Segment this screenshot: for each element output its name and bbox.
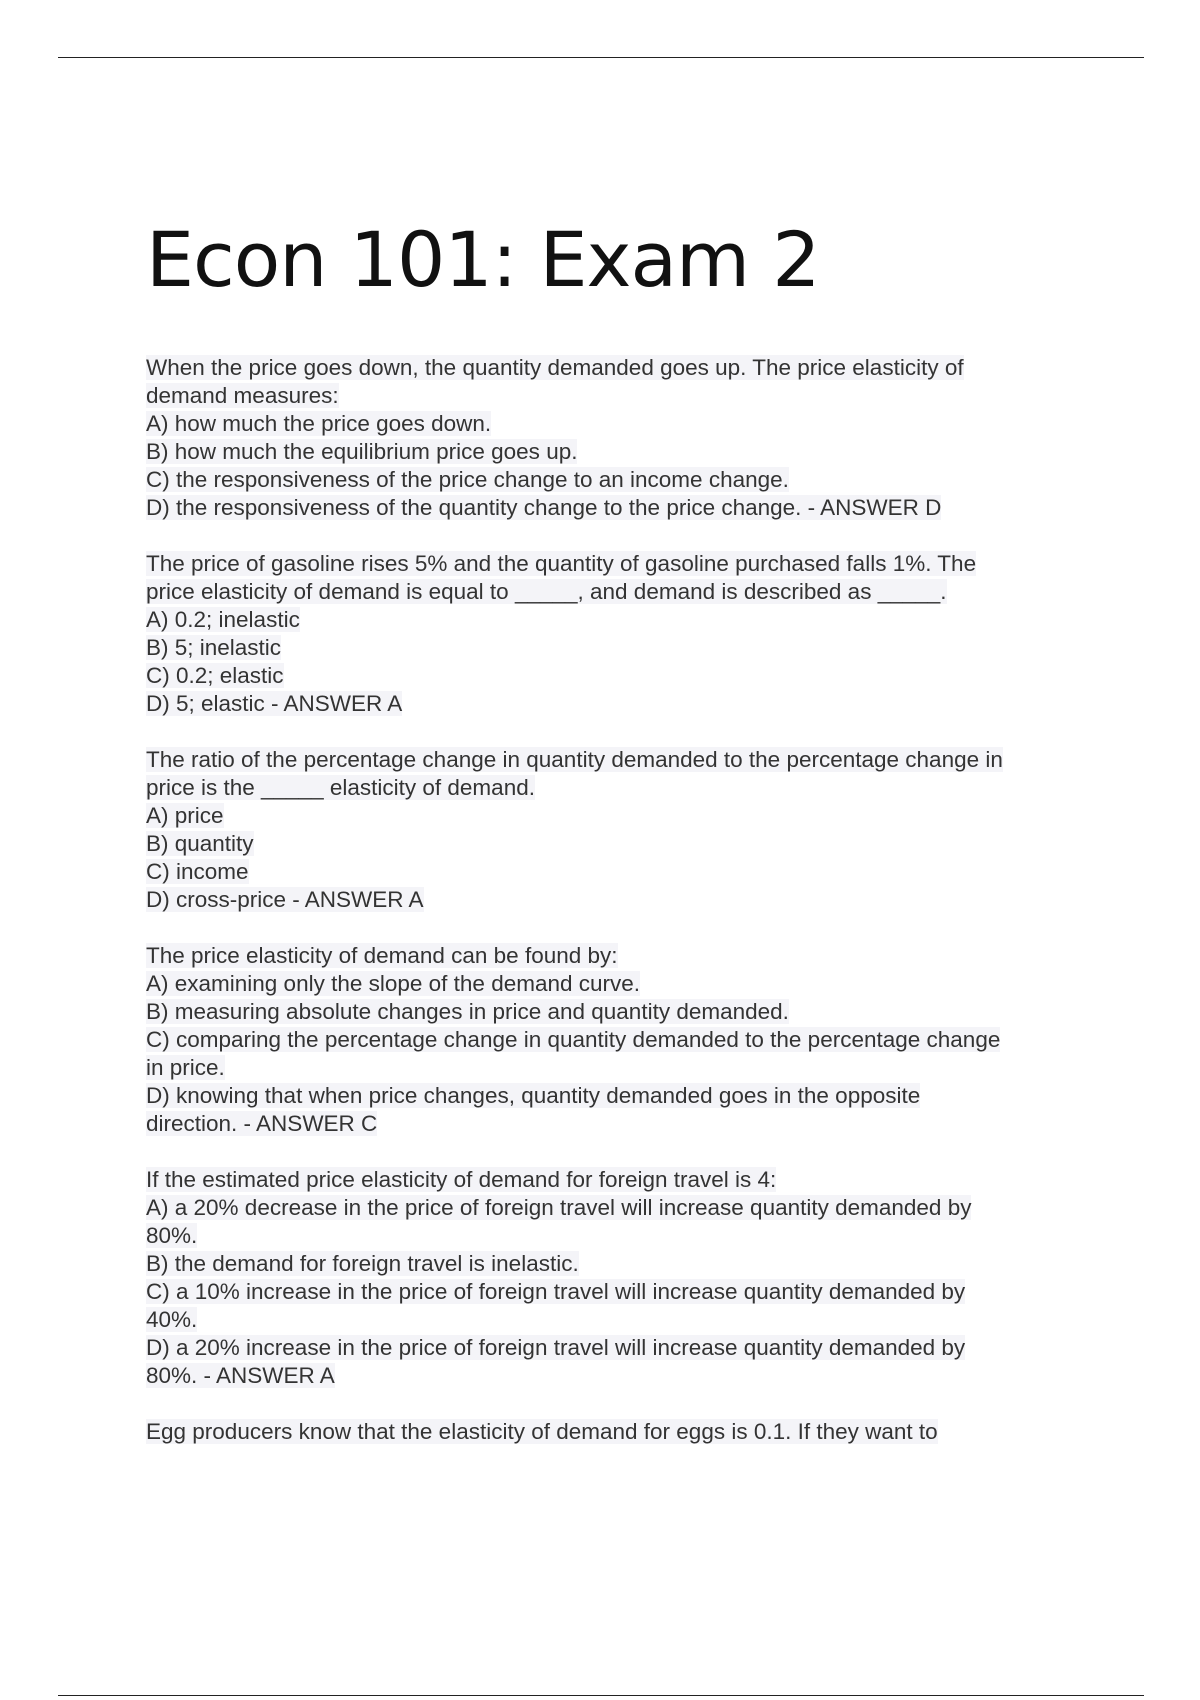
question-block: [146, 354, 1086, 522]
question-line: [146, 1278, 1086, 1306]
question-text: price elasticity of demand is equal to _____, and demand is described as _____.: [146, 579, 947, 604]
question-block: [146, 550, 1086, 718]
question-line: [146, 998, 1086, 1026]
question-line: [146, 550, 1086, 578]
question-line: [146, 354, 1086, 382]
question-text: B) 5; inelastic: [146, 635, 282, 660]
question-text: C) the responsiveness of the price change to an income change.: [146, 467, 789, 492]
question-line: [146, 690, 1086, 718]
question-line: [146, 942, 1086, 970]
question-line: [146, 606, 1086, 634]
question-list: [146, 354, 1086, 1446]
question-text: C) 0.2; elastic: [146, 663, 284, 688]
question-text: A) 0.2; inelastic: [146, 607, 300, 632]
question-text: 80%.: [146, 1223, 198, 1248]
question-line: [146, 578, 1086, 606]
bottom-rule: [58, 1695, 1144, 1696]
question-line: [146, 1054, 1086, 1082]
question-line: [146, 1194, 1086, 1222]
question-text: A) how much the price goes down.: [146, 411, 492, 436]
question-line: [146, 1362, 1086, 1390]
question-text: B) quantity: [146, 831, 254, 856]
question-text: The price elasticity of demand can be found by:: [146, 943, 618, 968]
question-line: [146, 774, 1086, 802]
question-line: [146, 1334, 1086, 1362]
question-line: [146, 438, 1086, 466]
question-block: [146, 942, 1086, 1138]
question-text: The price of gasoline rises 5% and the quantity of gasoline purchased falls 1%. The: [146, 551, 977, 576]
question-line: [146, 662, 1086, 690]
question-text: C) comparing the percentage change in quantity demanded to the percentage change: [146, 1027, 1001, 1052]
question-text: in price.: [146, 1055, 225, 1080]
question-line: [146, 410, 1086, 438]
question-line: [146, 382, 1086, 410]
question-block: [146, 746, 1086, 914]
question-text: C) income: [146, 859, 249, 884]
question-text: A) examining only the slope of the demand curve.: [146, 971, 641, 996]
question-text: D) 5; elastic - ANSWER A: [146, 691, 403, 716]
question-line: [146, 1082, 1086, 1110]
question-line: [146, 886, 1086, 914]
question-text: B) measuring absolute changes in price and quantity demanded.: [146, 999, 789, 1024]
question-text: price is the _____ elasticity of demand.: [146, 775, 535, 800]
question-line: [146, 970, 1086, 998]
question-text: D) a 20% increase in the price of foreign travel will increase quantity demanded by: [146, 1335, 966, 1360]
question-text: D) knowing that when price changes, quantity demanded goes in the opposite: [146, 1083, 921, 1108]
question-text: demand measures:: [146, 383, 339, 408]
question-text: A) a 20% decrease in the price of foreign travel will increase quantity demanded by: [146, 1195, 972, 1220]
page-title: Econ 101: Exam 2: [146, 215, 820, 304]
question-line: [146, 1306, 1086, 1334]
question-text: B) the demand for foreign travel is inelastic.: [146, 1251, 579, 1276]
question-text: 80%. - ANSWER A: [146, 1363, 335, 1388]
question-block: [146, 1418, 1086, 1446]
question-text: When the price goes down, the quantity demanded goes up. The price elasticity of: [146, 355, 964, 380]
question-text: Egg producers know that the elasticity of demand for eggs is 0.1. If they want to: [146, 1419, 938, 1444]
question-text: 40%.: [146, 1307, 198, 1332]
question-line: [146, 634, 1086, 662]
question-text: B) how much the equilibrium price goes up.: [146, 439, 578, 464]
question-text: The ratio of the percentage change in quantity demanded to the percentage change in: [146, 747, 1003, 772]
question-line: [146, 1110, 1086, 1138]
top-rule: [58, 57, 1144, 58]
question-text: direction. - ANSWER C: [146, 1111, 378, 1136]
question-text: If the estimated price elasticity of demand for foreign travel is 4:: [146, 1167, 777, 1192]
question-line: [146, 494, 1086, 522]
page-content: [146, 208, 1086, 1474]
question-text: C) a 10% increase in the price of foreign travel will increase quantity demanded by: [146, 1279, 966, 1304]
question-line: [146, 830, 1086, 858]
question-line: [146, 1026, 1086, 1054]
question-line: [146, 1222, 1086, 1250]
question-line: [146, 466, 1086, 494]
question-text: D) the responsiveness of the quantity change to the price change. - ANSWER D: [146, 495, 942, 520]
question-text: A) price: [146, 803, 224, 828]
question-text: D) cross-price - ANSWER A: [146, 887, 424, 912]
question-line: [146, 1250, 1086, 1278]
question-line: [146, 858, 1086, 886]
question-line: [146, 1418, 1086, 1446]
question-line: [146, 802, 1086, 830]
question-block: [146, 1166, 1086, 1390]
question-line: [146, 1166, 1086, 1194]
question-line: [146, 746, 1086, 774]
